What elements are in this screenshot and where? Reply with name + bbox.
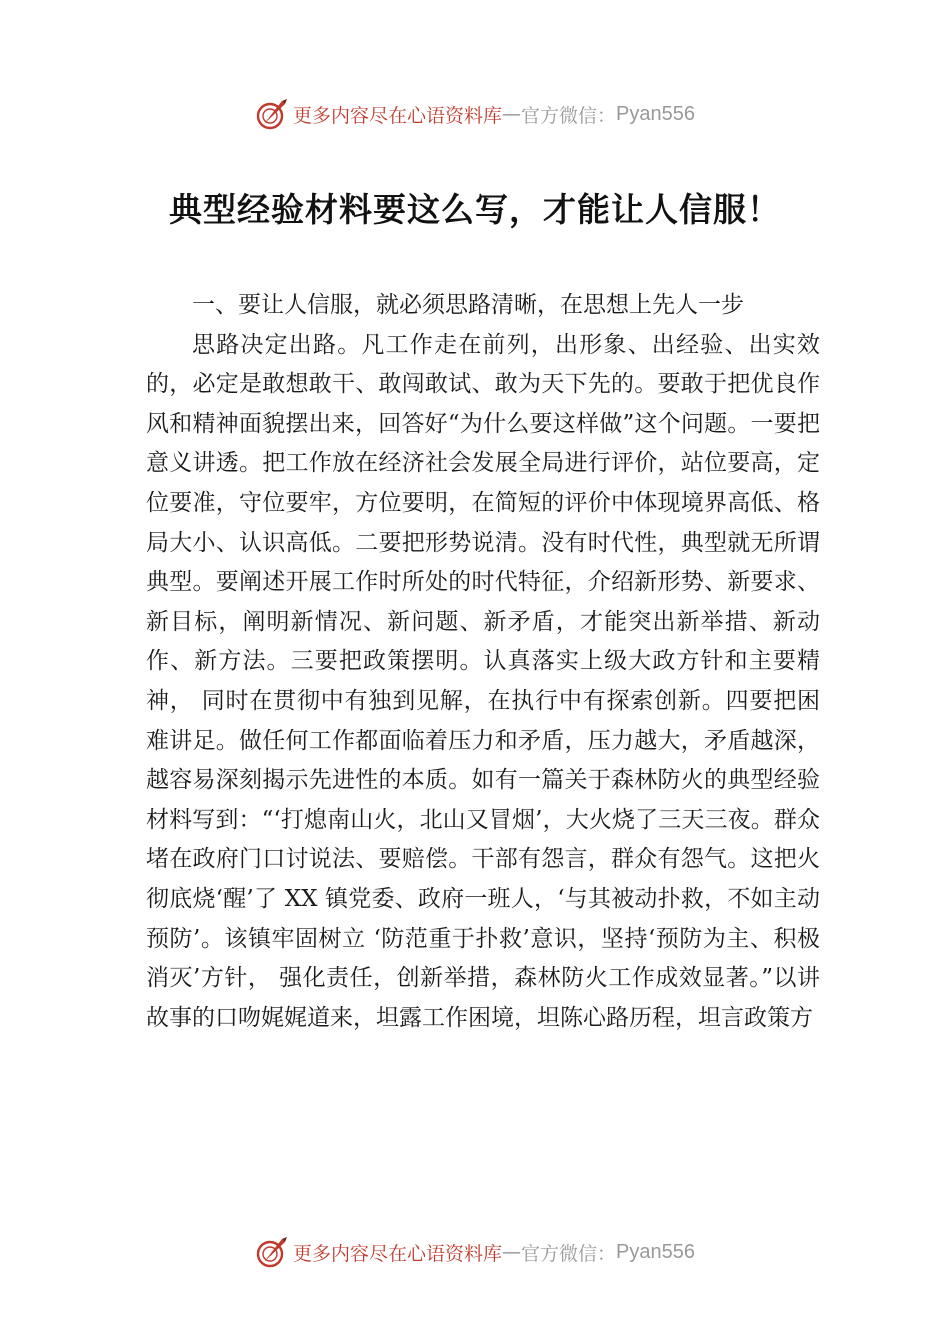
header-banner (0, 94, 950, 134)
banner-dash: — (502, 103, 522, 125)
body-paragraph: 思路决定出路。凡工作走在前列，出形象、出经验、出实效的，必定是敢想敢干、敢闯敢试、敢为天下先的。要敢于把优良作风和精神面貌摆出来，回答好“为什么要这样做”这个问题。一要把意义讲透。把工作放在经济社会发展全局进行评价，站位要高，定位要准，守位要牢，方位要明，在简短的评价中体现境界高低、格局大小、认识高低。二要把形势说清。没有时代性，典型就无所谓典型。要阐述开展工作时所处的时代特征，介绍新形势、新要求、新目标，阐明新情况、新问题、新矛盾，才能突出新举措、新动作、新方法。三要把政策摆明。认真落实上级大政方针和主要精神， 同时在贯彻中有独到见解，在执行中有探索创新。四要把困难讲足。做任何工作都面临着压力和矛盾，压力越大，矛盾越深，越容易深刻揭示先进性的本质。如有一篇关于森林防火的典型经验材料写到：“‘打熄南山火，北山又冒烟’，大火烧了三天三夜。群众堵在政府门口讨说法、要赔偿。干部有怨言，群众有怨气。这把火彻底烧‘醒’了 XX 镇党委、政府一班人，‘与其被动扑救，不如主动预防’。该镇牢固树立 ‘防范重于扑救’意识，坚持‘预防为主、积极消灭’方针， 强化责任，创新举措，森林防火工作成效显著。”以讲故事的口吻娓娓道来，坦露工作困境，坦陈心路历程，坦言政策方 (146, 331, 820, 1031)
banner-site-name: 更多内容尽在心语资料库 (293, 1242, 503, 1265)
banner-site-name: 更多内容尽在心语资料库 (293, 104, 503, 127)
quill-pen-circle-icon (255, 97, 289, 131)
section-heading: 一、要让人信服，就必须思路清晰，在思想上先人一步 (192, 292, 744, 318)
banner-official-label: 官方微信： (521, 1242, 617, 1265)
document-title: 典型经验材料要这么写，才能让人信服！ (169, 190, 781, 229)
banner-wechat-id: Pyan556 (616, 102, 695, 125)
document-body (146, 286, 820, 1038)
banner-wechat-id: Pyan556 (616, 1240, 695, 1263)
banner-dash: — (502, 1241, 522, 1263)
footer-banner (0, 1232, 950, 1272)
quill-pen-circle-icon (255, 1235, 289, 1269)
banner-official-label: 官方微信： (521, 104, 617, 127)
